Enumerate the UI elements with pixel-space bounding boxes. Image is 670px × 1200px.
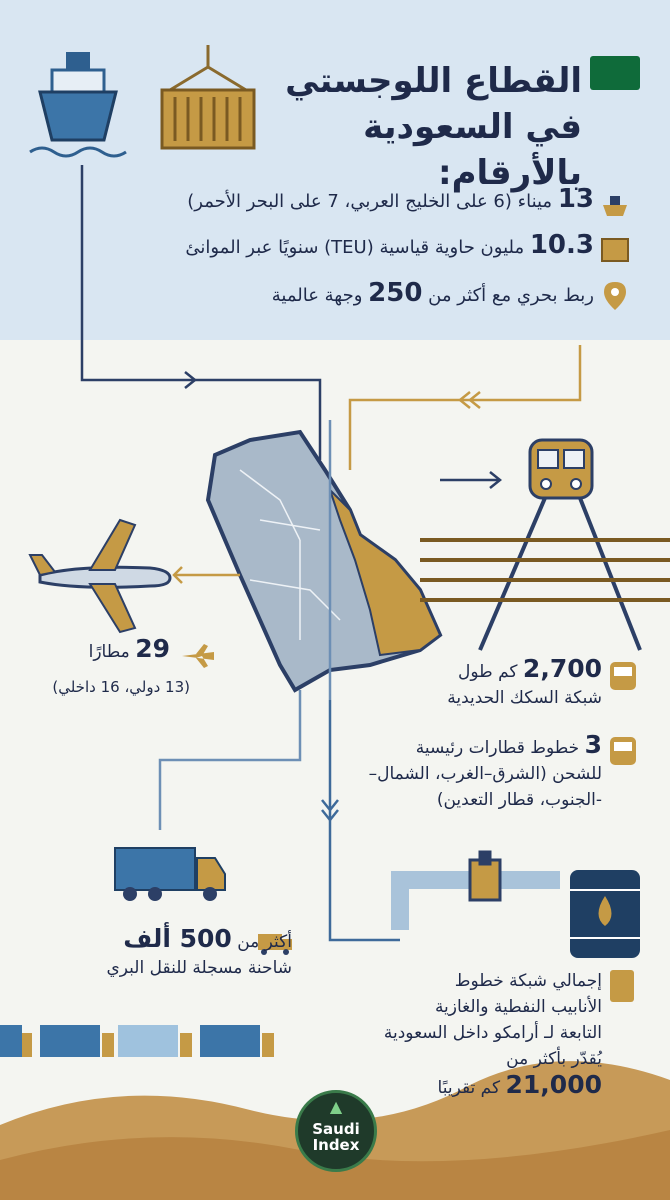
containers-text: مليون حاوية قياسية (TEU) سنويًا عبر الموانئ — [185, 237, 525, 258]
box-stat-icon — [602, 239, 628, 261]
containers-number: 10.3 — [529, 230, 594, 260]
train-lines-line-2: للشحن (الشرق–الغرب، الشمال– — [368, 764, 602, 784]
logo-text-line-2: Index — [312, 1136, 360, 1154]
railway-text: كم طول — [458, 662, 518, 682]
pipelines-number: 21,000 — [505, 1070, 602, 1099]
airports-stat — [30, 636, 170, 665]
airports-text: مطارًا — [88, 642, 130, 662]
containers-stat — [185, 232, 594, 261]
pipelines-stat — [282, 968, 602, 1101]
train-stat-icon-1 — [610, 662, 636, 690]
plane-stat-icon — [182, 644, 214, 668]
pipelines-line-2: الأنابيب النفطية والغازية — [434, 997, 602, 1017]
pipelines-line-3: التابعة لـ أرامكو داخل السعودية — [383, 1023, 602, 1043]
railway-line-2: شبكة السكك الحديدية — [447, 688, 602, 708]
logo-text-line-1: Saudi — [312, 1120, 360, 1138]
railway-number: 2,700 — [522, 654, 602, 683]
train-lines-number: 3 — [584, 730, 602, 759]
train-lines-text: خطوط قطارات رئيسية — [415, 738, 580, 758]
truck-convoy-illustration — [0, 1025, 274, 1057]
title-line-1: القطاع اللوجستي — [285, 61, 582, 101]
truck-icon — [115, 848, 225, 901]
trucks-line-2: شاحنة مسجلة للنقل البري — [106, 958, 292, 978]
ports-stat — [187, 186, 594, 215]
oil-barrel-icon — [570, 870, 640, 958]
pipelines-line-1: إجمالي شبكة خطوط — [454, 971, 602, 991]
train-stat-icon-2 — [610, 737, 636, 765]
pipeline-icon — [400, 852, 560, 930]
destinations-text: ربط بحري مع أكثر من — [428, 285, 594, 306]
train-lines-stat — [302, 732, 602, 813]
destinations-stat — [272, 280, 594, 309]
destinations-text-2: وجهة عالمية — [271, 285, 363, 306]
railway-stat — [362, 656, 602, 711]
train-icon — [530, 440, 592, 498]
airports-detail: (13 دولي، 16 داخلي) — [52, 678, 190, 696]
chart-growth-icon: ▲ — [329, 1097, 343, 1116]
saudi-map-illustration — [208, 432, 440, 690]
page-title — [252, 58, 582, 196]
shipping-container-icon — [162, 45, 254, 148]
ship-icon — [30, 52, 126, 156]
trucks-stat — [22, 926, 292, 981]
airports-number: 29 — [135, 634, 170, 663]
barrel-stat-icon — [610, 970, 634, 1002]
ports-text: ميناء (6 على الخليج العربي، 7 على البحر الأحمر) — [187, 191, 553, 212]
pipelines-unit: كم تقريبًا — [437, 1078, 501, 1098]
trucks-number: 500 ألف — [123, 924, 232, 953]
railway-tracks-illustration — [420, 498, 670, 650]
train-lines-line-3: -الجنوب، قطار التعدين) — [436, 790, 602, 810]
saudi-index-logo — [295, 1090, 377, 1172]
ports-number: 13 — [557, 184, 594, 214]
saudi-flag-icon — [590, 56, 640, 90]
airplane-icon — [30, 520, 170, 632]
trucks-text: أكثر من — [237, 932, 292, 952]
pipelines-line-4: يُقدّر بأكثر من — [506, 1049, 602, 1069]
location-pin-stat-icon — [604, 282, 626, 310]
ship-stat-icon — [603, 196, 627, 216]
title-line-2: في السعودية بالأرقام: — [363, 107, 582, 193]
destinations-number: 250 — [368, 278, 423, 308]
